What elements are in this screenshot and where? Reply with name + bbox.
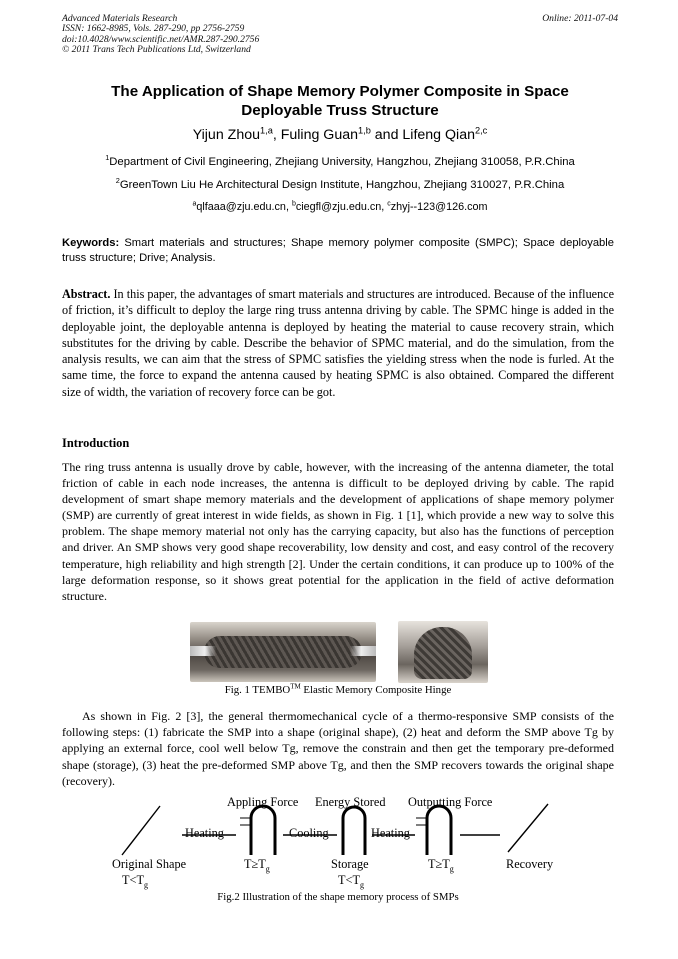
keywords-text: Smart materials and structures; Shape memory polymer composite (SMPC); Space deployable truss structure; Drive; Analysis. <box>62 237 614 265</box>
paper-title <box>62 82 618 120</box>
label-applying-force: Appling Force <box>227 795 299 809</box>
label-energy-stored: Energy Stored <box>315 795 386 809</box>
journal-header <box>62 14 618 56</box>
author-3-affil: 2,c <box>474 125 488 136</box>
doi-line: doi:10.4028/www.scientific.net/AMR.287-290.2756 <box>62 33 260 45</box>
keywords-label: Keywords: <box>62 237 120 249</box>
abstract-label: Abstract. <box>62 287 111 301</box>
author-sep-1: , <box>272 127 281 143</box>
abstract <box>62 286 614 400</box>
copyright-line: © 2011 Trans Tech Publications Ltd, Switzerland <box>62 44 251 56</box>
hinge-photo-1 <box>190 622 376 682</box>
label-heating-2: Heating <box>371 826 410 840</box>
email-1: qlfaaa@zju.edu.cn, <box>196 201 292 213</box>
section-heading-introduction: Introduction <box>62 436 130 450</box>
temp-above-2-text: T≥T <box>428 857 450 871</box>
affiliation-2-number: 2 <box>115 176 120 186</box>
title-line-1: The Application of Shape Memory Polymer Composite in Space <box>111 83 569 100</box>
storage-temp-sub: g <box>359 880 364 890</box>
orig-temp-text: T<T <box>122 873 144 887</box>
fig1-caption-main: Fig. 1 TEMBO <box>224 684 291 696</box>
online-date: Online: 2011-07-04 <box>542 13 618 24</box>
author-2: Fuling Guan <box>280 127 359 143</box>
label-cooling: Cooling <box>289 826 329 840</box>
figure-2-caption: Fig.2 Illustration of the shape memory process of SMPs <box>217 891 459 903</box>
hinge-photo-2 <box>398 621 488 683</box>
issn-line: ISSN: 1662-8985, Vols. 287-290, pp 2756-2759 <box>62 23 245 35</box>
email-list <box>62 201 618 213</box>
affiliation-2 <box>62 176 618 191</box>
loop-energy-stored <box>343 807 365 855</box>
keywords <box>62 236 614 266</box>
author-3: Lifeng Qian <box>402 127 475 143</box>
journal-name: Advanced Materials Research <box>62 13 178 24</box>
temp-above-1-sub: g <box>265 864 270 874</box>
email-2: ciegfl@zju.edu.cn, <box>295 201 388 213</box>
label-original-temp <box>122 873 148 888</box>
label-storage-temp <box>338 873 364 888</box>
email-3: zhyj--123@126.com <box>390 201 488 213</box>
affiliation-1-text: Department of Civil Engineering, Zhejiang University, Hangzhou, Zhejiang 310058, P.R.China <box>109 156 575 168</box>
label-temp-above-1 <box>244 857 270 872</box>
abstract-text: In this paper, the advantages of smart materials and structures are introduced. Because of the influence of friction, it’s difficult to deploy the large ring truss antenna driving by cable. The SPMC hinge is added in the deployable joint, the deployable antenna is deployed by heating the material to cause recovery strain, which substitutes for the driving by cable. Describe the behavior of SPMC material, and do the simulation, from the analysis results, we can aim that the stress of SPMC satisfies the yielding stress when the node is furled. At the same time, the force to expand the antenna caused by heating SPMC is also obtained. Compared the different size of width, the variation of recovery force can be got. <box>62 287 614 399</box>
author-2-affil: 1,b <box>358 125 371 136</box>
author-list <box>62 127 618 143</box>
fig1-caption-rest: Elastic Memory Composite Hinge <box>300 684 452 696</box>
storage-temp-text: T<T <box>338 873 360 887</box>
loop-applying-force <box>251 806 275 855</box>
affiliation-1 <box>62 153 618 168</box>
fig1-caption-tm: TM <box>290 682 301 691</box>
original-shape-line <box>122 806 160 855</box>
label-heating-1: Heating <box>185 826 224 840</box>
label-storage: Storage <box>331 857 369 871</box>
email-2-marker: b <box>291 200 296 208</box>
label-recovery: Recovery <box>506 857 554 871</box>
affiliation-2-text: GreenTown Liu He Architectural Design Institute, Hangzhou, Zhejiang 310027, P.R.China <box>119 179 565 191</box>
affiliation-1-number: 1 <box>105 153 110 163</box>
email-3-marker: c <box>387 200 391 208</box>
label-temp-above-2 <box>428 857 454 872</box>
temp-above-2-sub: g <box>449 864 454 874</box>
loop-outputting-force <box>427 806 451 855</box>
intro-paragraph-2: As shown in Fig. 2 [3], the general thermomechanical cycle of a thermo-responsive SMP consists of the following steps: (1) fabricate the SMP into a shape (original shape), (2) heat and deform the SMP above Tg by applying an external force, cool well below Tg, remove the constrain and then get the temporary pre-deformed shape (storage), (3) heat the pre-deformed SMP above Tg, and then the SMP recovers towards the original shape (recovery). <box>62 709 614 788</box>
figure-1-caption <box>62 684 614 696</box>
author-1-affil: 1,a <box>260 125 273 136</box>
label-original-shape: Original Shape <box>112 857 187 871</box>
author-1: Yijun Zhou <box>192 127 260 143</box>
author-sep-2: and <box>370 127 403 143</box>
email-1-marker: a <box>192 200 197 208</box>
title-line-2: Deployable Truss Structure <box>241 102 439 119</box>
label-outputting-force: Outputting Force <box>408 795 493 809</box>
intro-paragraph-1: The ring truss antenna is usually drove by cable, however, with the increasing of the antenna diameter, the total friction of cable in each node increases, the antenna is difficult to be deployed driving by cable. The rapid development of smart shape memory materials and the development of applications of shape memory polymer (SMP) are currently of great interest in wide fields, as shown in Fig. 1 [1], which provide a new way to solve this problem. The shape memory material not only has the carrying capacity, but also has the functions of perception and driver. An SMP shows very good shape recoverability, low density and cost, and easy control of the recovery temperature, high reliability and high strength [2]. Under the certain conditions, it can produce up to 100% of the large deformation response, so it shows great potential for the application in the field of active deformation structure. <box>62 460 614 603</box>
temp-above-1-text: T≥T <box>244 857 266 871</box>
orig-temp-sub: g <box>143 880 148 890</box>
recovery-line <box>508 804 548 852</box>
